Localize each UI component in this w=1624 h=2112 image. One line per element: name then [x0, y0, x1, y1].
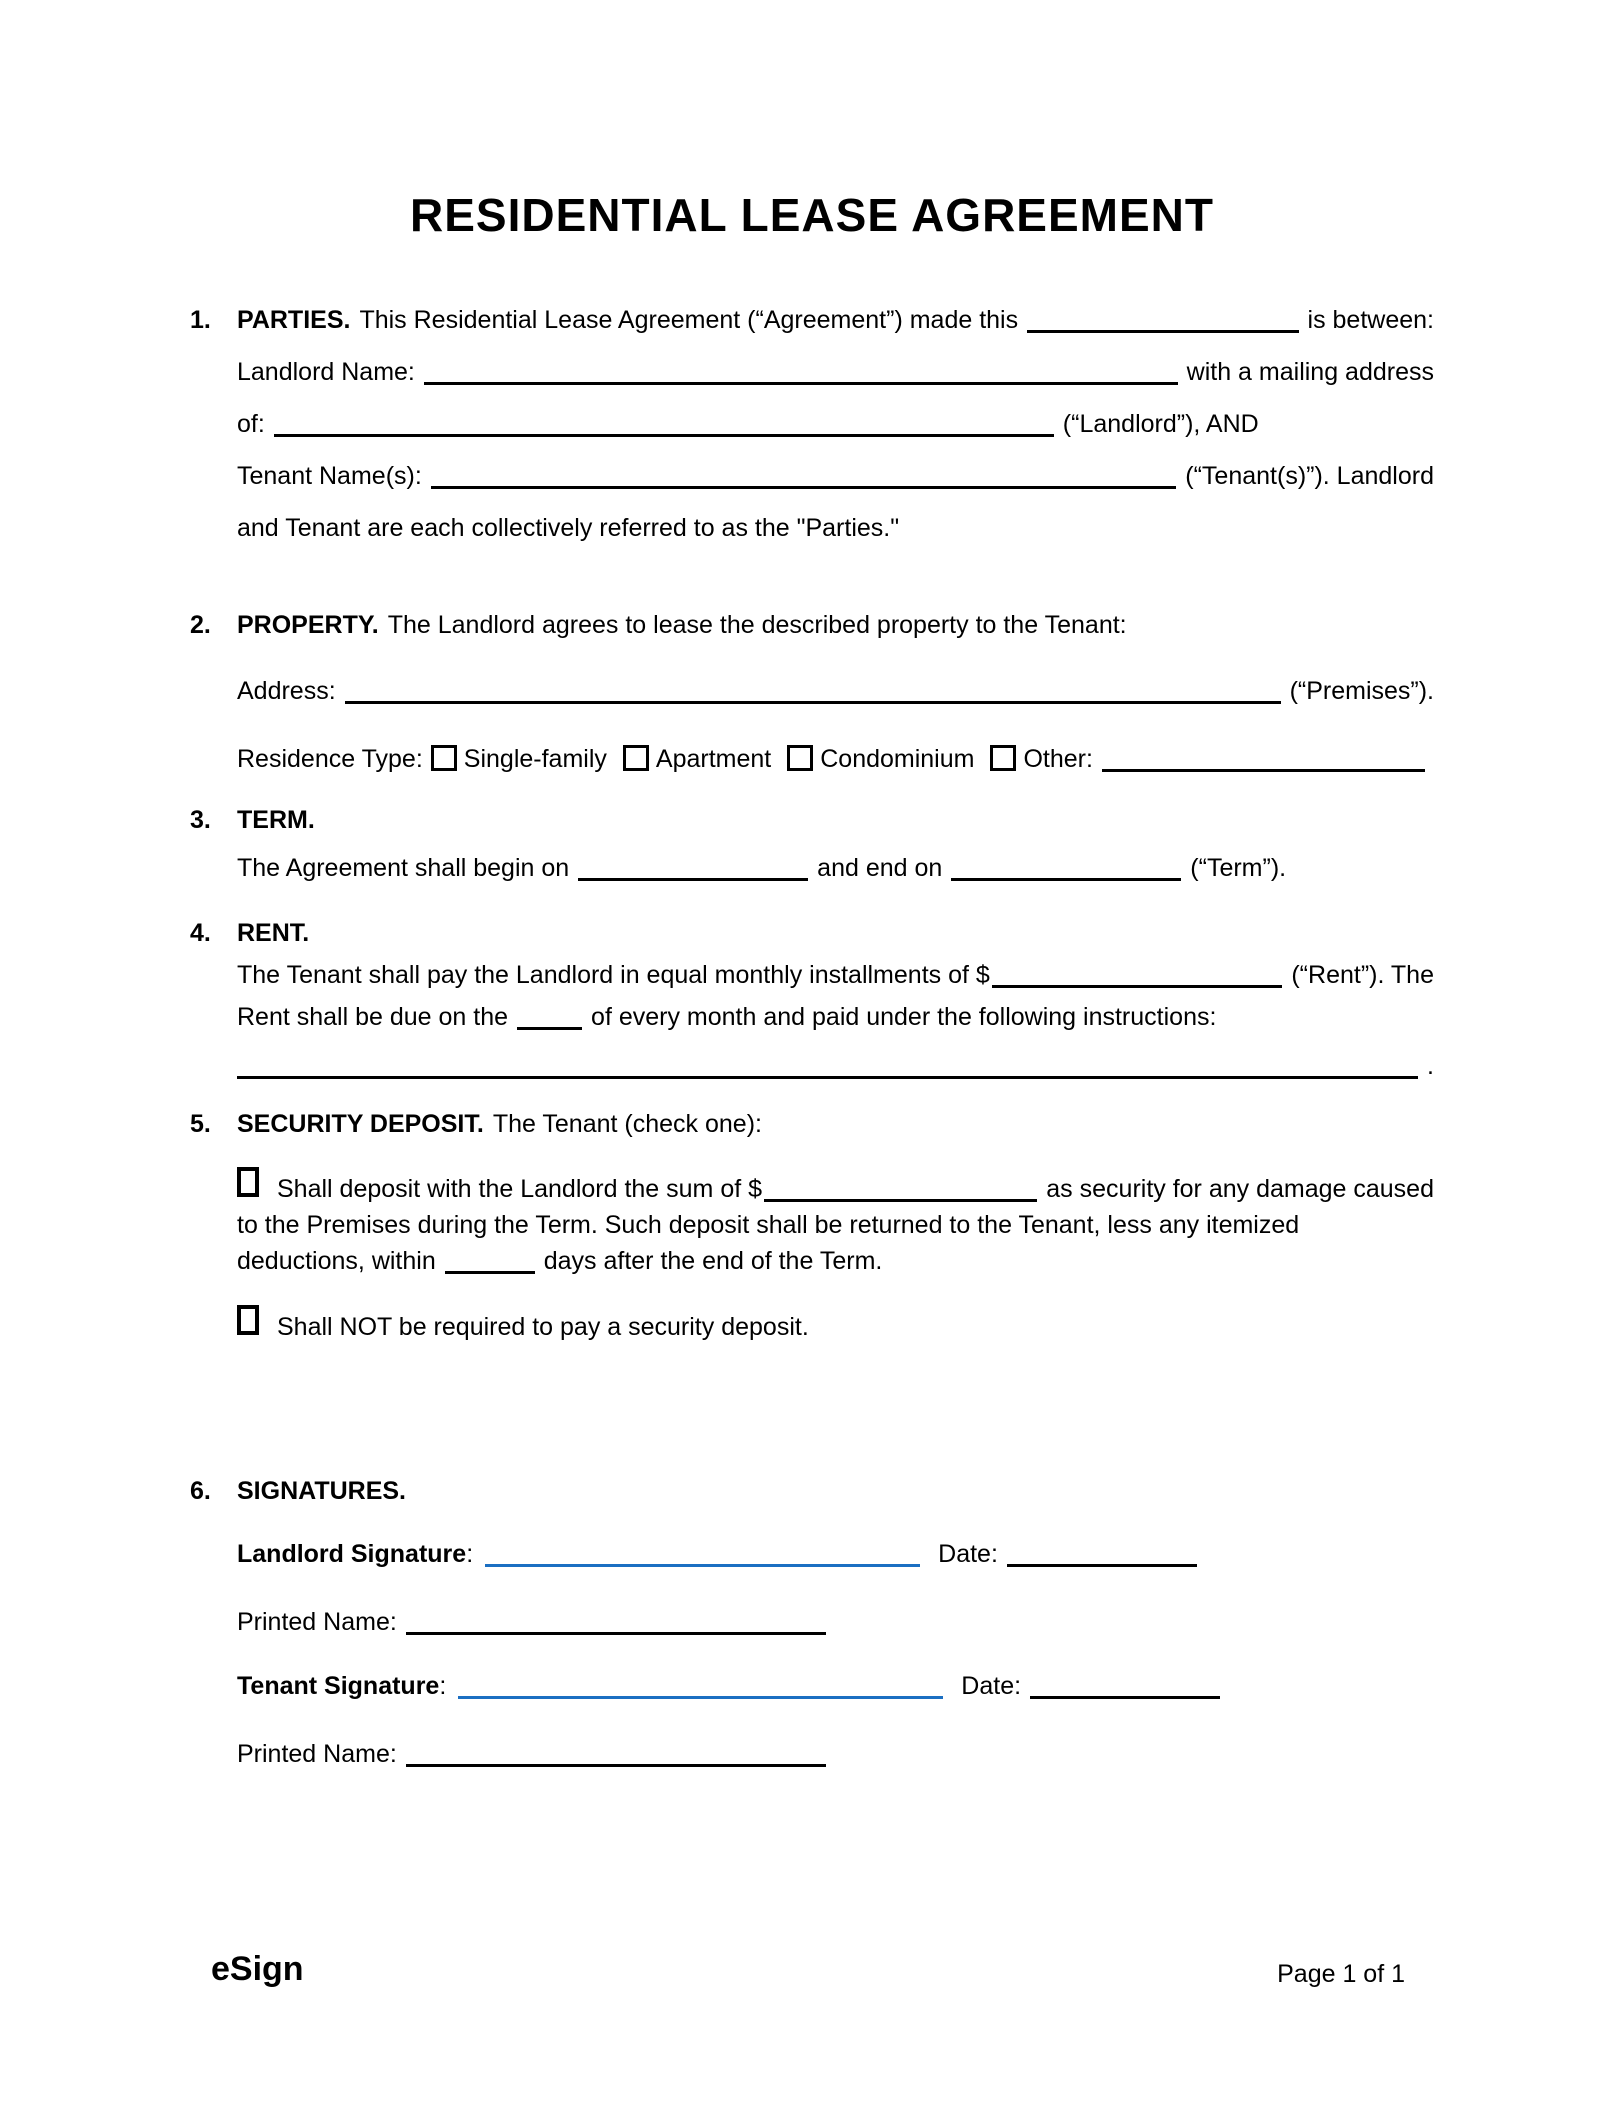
- security-option2-line: [237, 1313, 1434, 1353]
- rent-amount-post-text: (“Rent”). The: [1291, 961, 1434, 989]
- landlord-printed-name-blank[interactable]: [406, 1629, 826, 1635]
- parties-section-number: 1.: [190, 306, 211, 334]
- other-label: Other:: [1023, 745, 1093, 773]
- landlord-signature-colon: :: [466, 1540, 474, 1568]
- landlord-name-blank[interactable]: [424, 379, 1178, 385]
- property-section-number: 2.: [190, 611, 211, 639]
- residence-type-label: Residence Type:: [237, 745, 423, 773]
- security-heading-rest: The Tenant (check one):: [492, 1110, 762, 1138]
- parties-heading: PARTIES.: [237, 306, 351, 334]
- rent-line-1: [237, 961, 1434, 1001]
- payment-instructions-period: .: [1427, 1052, 1434, 1080]
- landlord-date-label: Date:: [938, 1540, 998, 1568]
- landlord-printed-name-row: [237, 1608, 1434, 1648]
- tenant-names-label: Tenant Name(s):: [237, 462, 422, 490]
- rent-line-3: [237, 1052, 1434, 1092]
- rent-due-day-blank[interactable]: [517, 1024, 582, 1030]
- apartment-checkbox[interactable]: [623, 745, 649, 771]
- deposit-days-blank[interactable]: [445, 1268, 535, 1274]
- parties-line-5: [237, 514, 1434, 554]
- rent-due-text: Rent shall be due on the: [237, 1003, 509, 1031]
- property-heading-rest: The Landlord agrees to lease the described property to the Tenant:: [387, 611, 1127, 639]
- deposit-required-checkbox[interactable]: [237, 1167, 259, 1197]
- landlord-date-blank[interactable]: [1007, 1561, 1197, 1567]
- parties-line-2: [237, 358, 1434, 398]
- landlord-address-post-text: (“Landlord”), AND: [1062, 410, 1259, 438]
- security-option1-line-3: [237, 1247, 1434, 1287]
- rent-heading: RENT.: [237, 919, 310, 947]
- security-heading: SECURITY DEPOSIT.: [237, 1110, 484, 1138]
- landlord-address-blank[interactable]: [274, 431, 1054, 437]
- landlord-printed-name-label: Printed Name:: [237, 1608, 397, 1636]
- term-heading-line: [190, 806, 1434, 846]
- payment-instructions-blank[interactable]: [237, 1073, 1418, 1079]
- parties-line-3: [237, 410, 1434, 450]
- term-begin-text: The Agreement shall begin on: [237, 854, 570, 882]
- landlord-signature-field[interactable]: [485, 1561, 920, 1567]
- property-residence-line: [237, 741, 1434, 781]
- signatures-section-number: 6.: [190, 1477, 211, 1505]
- term-mid-text: and end on: [817, 854, 943, 882]
- landlord-address-label: of:: [237, 410, 265, 438]
- parties-line-1: [190, 306, 1434, 346]
- term-end-date-blank[interactable]: [951, 875, 1181, 881]
- parties-intro-end: is between:: [1307, 306, 1434, 334]
- landlord-signature-line-row: [237, 1540, 1434, 1580]
- page-indicator: Page 1 of 1: [1277, 1960, 1405, 1988]
- rent-section-number: 4.: [190, 919, 211, 947]
- property-address-line: [237, 677, 1434, 717]
- security-section-number: 5.: [190, 1110, 211, 1138]
- tenant-printed-name-label: Printed Name:: [237, 1740, 397, 1768]
- property-heading: PROPERTY.: [237, 611, 379, 639]
- deposit-sum-text: Shall deposit with the Landlord the sum of $: [277, 1175, 763, 1203]
- signatures-heading: SIGNATURES.: [237, 1477, 406, 1505]
- rent-amount-text: The Tenant shall pay the Landlord in equal monthly installments of $: [237, 961, 990, 989]
- tenant-date-blank[interactable]: [1030, 1693, 1220, 1699]
- parties-line-4: [237, 462, 1434, 502]
- address-label: Address:: [237, 677, 336, 705]
- condominium-checkbox[interactable]: [787, 745, 813, 771]
- no-deposit-checkbox[interactable]: [237, 1305, 259, 1335]
- tenant-names-blank[interactable]: [431, 483, 1176, 489]
- property-heading-line: [190, 611, 1434, 651]
- deposit-return-text: to the Premises during the Term. Such deposit shall be returned to the Tenant, less any itemized: [237, 1211, 1300, 1239]
- other-residence-blank[interactable]: [1102, 766, 1425, 772]
- condominium-label: Condominium: [820, 745, 975, 773]
- esign-logo: eSign: [211, 1950, 304, 1988]
- security-option1-line-1: [237, 1175, 1434, 1215]
- other-checkbox[interactable]: [990, 745, 1016, 771]
- term-start-date-blank[interactable]: [578, 875, 808, 881]
- tenant-printed-name-blank[interactable]: [406, 1761, 826, 1767]
- address-post-text: (“Premises”).: [1289, 677, 1434, 705]
- tenant-signature-field[interactable]: [458, 1693, 943, 1699]
- single-family-label: Single-family: [463, 745, 607, 773]
- term-post-text: (“Term”).: [1190, 854, 1287, 882]
- address-blank[interactable]: [345, 698, 1281, 704]
- tenant-signature-line-row: [237, 1672, 1434, 1712]
- landlord-name-post-text: with a mailing address: [1186, 358, 1434, 386]
- parties-intro-text: This Residential Lease Agreement (“Agreement”) made this: [359, 306, 1019, 334]
- rent-due-post-text: of every month and paid under the following instructions:: [591, 1003, 1217, 1031]
- agreement-date-blank[interactable]: [1027, 327, 1298, 333]
- landlord-signature-label: Landlord Signature: [237, 1540, 467, 1568]
- tenant-signature-label: Tenant Signature: [237, 1672, 440, 1700]
- tenant-printed-name-row: [237, 1740, 1434, 1780]
- deposit-days-text: deductions, within: [237, 1247, 436, 1275]
- signatures-heading-line: [190, 1477, 1434, 1517]
- apartment-label: Apartment: [655, 745, 772, 773]
- security-option1-line-2: [237, 1211, 1434, 1251]
- deposit-days-post-text: days after the end of the Term.: [543, 1247, 883, 1275]
- tenant-date-label: Date:: [961, 1672, 1022, 1700]
- rent-heading-line: [190, 919, 1434, 959]
- document-title: RESIDENTIAL LEASE AGREEMENT: [410, 189, 1214, 241]
- single-family-checkbox[interactable]: [431, 745, 457, 771]
- landlord-name-label: Landlord Name:: [237, 358, 415, 386]
- tenant-signature-colon: :: [439, 1672, 447, 1700]
- deposit-sum-post-text: as security for any damage caused: [1046, 1175, 1434, 1203]
- term-heading: TERM.: [237, 806, 315, 834]
- rent-line-2: [237, 1003, 1434, 1043]
- parties-closing-text: and Tenant are each collectively referred to as the "Parties.": [237, 514, 900, 542]
- deposit-sum-blank[interactable]: [764, 1196, 1037, 1202]
- tenant-names-post-text: (“Tenant(s)”). Landlord: [1185, 462, 1434, 490]
- security-heading-line: [190, 1110, 1434, 1150]
- term-line: [237, 854, 1434, 894]
- rent-amount-blank[interactable]: [992, 982, 1283, 988]
- no-deposit-text: Shall NOT be required to pay a security deposit.: [277, 1313, 809, 1341]
- term-section-number: 3.: [190, 806, 211, 834]
